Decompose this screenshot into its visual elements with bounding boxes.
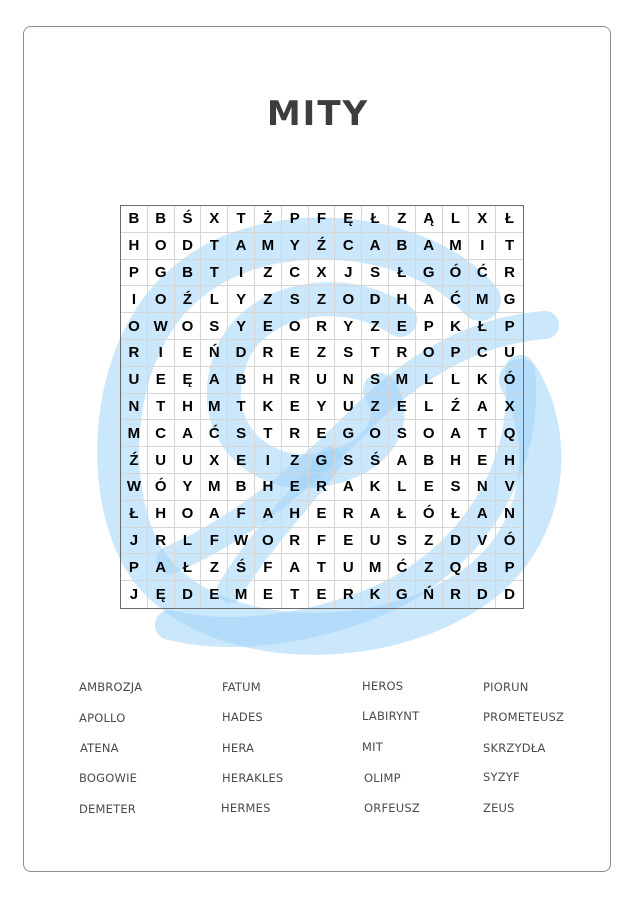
grid-cell[interactable]: A — [469, 501, 496, 528]
grid-cell[interactable]: A — [335, 474, 362, 501]
grid-cell[interactable]: Ś — [175, 206, 202, 233]
grid-cell[interactable]: A — [148, 554, 175, 581]
grid-cell[interactable]: Ć — [469, 260, 496, 287]
grid-cell[interactable]: P — [282, 206, 309, 233]
grid-cell[interactable]: Ł — [443, 501, 470, 528]
grid-cell[interactable]: H — [443, 447, 470, 474]
word-list-item: HERA — [222, 741, 255, 755]
page-title: MITY — [266, 94, 370, 134]
grid-cell[interactable]: Ó — [496, 367, 523, 394]
grid-cell[interactable]: O — [175, 313, 202, 340]
grid-cell[interactable]: Y — [282, 233, 309, 260]
grid-cell[interactable]: H — [496, 447, 523, 474]
grid-cell[interactable]: W — [148, 313, 175, 340]
grid-cell[interactable]: Z — [389, 206, 416, 233]
grid-cell[interactable]: E — [389, 394, 416, 421]
grid-cell[interactable]: E — [469, 447, 496, 474]
grid-cell[interactable]: O — [121, 313, 148, 340]
grid-cell[interactable]: D — [504, 586, 515, 604]
grid-cell[interactable]: B — [228, 474, 255, 501]
grid-cell[interactable]: Ó — [443, 260, 470, 287]
word-list-item: SYZYF — [483, 770, 520, 784]
grid-cell[interactable]: Ł — [469, 313, 496, 340]
grid-cell[interactable]: C — [469, 340, 496, 367]
grid-cell[interactable]: Ś — [228, 554, 255, 581]
grid-cell[interactable]: S — [282, 286, 309, 313]
grid-cell[interactable]: Y — [228, 313, 255, 340]
grid-cell[interactable]: X — [201, 447, 228, 474]
grid-cell[interactable]: U — [175, 447, 202, 474]
grid-cell[interactable]: U — [309, 367, 336, 394]
grid-cell[interactable]: Ę — [175, 367, 202, 394]
grid-cell[interactable]: Z — [416, 528, 443, 555]
grid-cell[interactable]: L — [389, 474, 416, 501]
grid-cell[interactable]: Ę — [335, 206, 362, 233]
grid-cell[interactable]: F — [255, 554, 282, 581]
grid-cell[interactable]: P — [416, 313, 443, 340]
grid-cell[interactable]: R — [443, 581, 470, 608]
grid-cell[interactable]: A — [443, 420, 470, 447]
grid-cell[interactable]: I — [228, 260, 255, 287]
grid-cell[interactable]: Z — [362, 313, 389, 340]
grid-cell[interactable]: M — [201, 474, 228, 501]
grid-cell[interactable]: Y — [175, 474, 202, 501]
grid-cell[interactable]: T — [228, 206, 255, 233]
grid-cell[interactable]: E — [148, 367, 175, 394]
grid-cell[interactable]: B — [175, 260, 202, 287]
grid-cell[interactable]: P — [496, 313, 523, 340]
grid-cell[interactable]: D — [469, 581, 496, 608]
grid-cell[interactable]: T — [496, 233, 523, 260]
grid-cell[interactable]: E — [228, 447, 255, 474]
grid-cell[interactable]: D — [443, 528, 470, 555]
grid-cell[interactable]: Ę — [148, 581, 175, 608]
grid-cell[interactable]: A — [469, 394, 496, 421]
grid-cell[interactable]: B — [148, 206, 175, 233]
word-list-item: APOLLO — [79, 711, 126, 725]
grid-cell[interactable]: S — [201, 313, 228, 340]
grid-cell[interactable]: B — [121, 206, 148, 233]
grid-cell[interactable]: G — [309, 447, 336, 474]
grid-cell[interactable]: D — [228, 340, 255, 367]
grid-cell[interactable]: K — [362, 474, 389, 501]
grid-cell[interactable]: E — [309, 420, 336, 447]
grid-cell[interactable]: P — [121, 554, 148, 581]
grid-cell[interactable]: P — [443, 340, 470, 367]
grid-cell[interactable]: D — [362, 286, 389, 313]
grid-cell[interactable]: T — [309, 554, 336, 581]
grid-cell[interactable]: U — [148, 447, 175, 474]
word-list-item: HADES — [222, 710, 263, 724]
grid-cell[interactable]: W — [121, 474, 148, 501]
grid-cell[interactable]: B — [228, 367, 255, 394]
grid-cell[interactable]: G — [389, 581, 416, 608]
grid-cell[interactable]: T — [282, 581, 309, 608]
grid-cell[interactable]: O — [255, 528, 282, 555]
grid-cell[interactable]: Z — [362, 394, 389, 421]
grid-cell[interactable]: U — [121, 367, 148, 394]
grid-cell[interactable]: X — [469, 206, 496, 233]
grid-cell[interactable]: V — [496, 474, 523, 501]
grid-cell[interactable]: O — [416, 340, 443, 367]
grid-cell[interactable]: E — [255, 581, 282, 608]
grid-cell[interactable]: Y — [228, 286, 255, 313]
grid-cell[interactable]: T — [469, 420, 496, 447]
grid-cell[interactable]: A — [282, 554, 309, 581]
word-list-item: AMBROZJA — [79, 680, 143, 694]
grid-cell[interactable]: S — [362, 260, 389, 287]
grid-cell[interactable]: Ł — [175, 554, 202, 581]
grid-cell[interactable]: R — [389, 340, 416, 367]
word-list-item: ZEUS — [483, 801, 515, 815]
grid-cell[interactable]: U — [335, 394, 362, 421]
grid-cell[interactable]: E — [282, 340, 309, 367]
grid-cell[interactable]: H — [255, 474, 282, 501]
grid-cell[interactable]: Ź — [121, 447, 148, 474]
grid-cell[interactable]: Ó — [416, 501, 443, 528]
grid-cell[interactable]: I — [469, 233, 496, 260]
grid-cell[interactable]: C — [335, 233, 362, 260]
grid-cell[interactable]: I — [255, 447, 282, 474]
grid-cell[interactable]: Ł — [389, 501, 416, 528]
grid-cell[interactable]: N — [469, 474, 496, 501]
grid-cell[interactable]: E — [175, 340, 202, 367]
grid-cell[interactable]: O — [148, 286, 175, 313]
word-list-item: ORFEUSZ — [364, 801, 420, 815]
grid-cell[interactable]: R — [148, 528, 175, 555]
grid-cell[interactable]: P — [496, 554, 523, 581]
grid-cell[interactable]: Ń — [416, 581, 443, 608]
grid-cell[interactable]: V — [469, 528, 496, 555]
word-list-item: BOGOWIE — [79, 771, 138, 785]
grid-cell[interactable]: Z — [309, 286, 336, 313]
word-list-item: ATENA — [80, 741, 119, 755]
grid-cell[interactable]: C — [282, 260, 309, 287]
word-list-item: DEMETER — [79, 802, 136, 816]
grid-cell[interactable]: X — [309, 260, 336, 287]
grid-cell[interactable]: K — [255, 394, 282, 421]
grid-cell[interactable]: X — [496, 394, 523, 421]
grid-cell[interactable]: M — [389, 367, 416, 394]
grid-cell[interactable]: A — [389, 447, 416, 474]
grid-cell[interactable]: J — [335, 260, 362, 287]
grid-cell[interactable]: E — [389, 313, 416, 340]
grid-cell[interactable]: L — [175, 528, 202, 555]
grid-cell[interactable]: Ś — [362, 447, 389, 474]
grid-cell[interactable]: R — [282, 528, 309, 555]
grid-cell[interactable]: K — [469, 367, 496, 394]
grid-cell[interactable]: Ó — [496, 528, 523, 555]
grid-cell[interactable]: Q — [496, 420, 523, 447]
grid-cell[interactable]: Ł — [121, 501, 148, 528]
grid-cell[interactable]: F — [201, 528, 228, 555]
grid-cell[interactable]: L — [201, 286, 228, 313]
grid-cell[interactable]: E — [416, 474, 443, 501]
grid-cell[interactable]: Ą — [416, 206, 443, 233]
grid-cell[interactable]: M — [443, 233, 470, 260]
grid-cell[interactable]: E — [282, 394, 309, 421]
grid-cell[interactable]: Ń — [201, 340, 228, 367]
grid-cell[interactable]: E — [309, 581, 336, 608]
grid-cell[interactable]: J — [121, 581, 148, 608]
grid-cell[interactable]: T — [148, 394, 175, 421]
grid-cell[interactable]: O — [335, 286, 362, 313]
grid-cell[interactable]: C — [148, 420, 175, 447]
grid-cell[interactable]: Z — [201, 554, 228, 581]
word-list-item: HEROS — [362, 679, 404, 693]
grid-cell[interactable]: S — [362, 367, 389, 394]
grid-cell[interactable]: Ł — [389, 260, 416, 287]
grid-cell[interactable]: F — [228, 501, 255, 528]
grid-cell[interactable]: F — [309, 528, 336, 555]
grid-cell[interactable]: Z — [282, 447, 309, 474]
grid-cell[interactable]: N — [121, 394, 148, 421]
grid-cell[interactable]: B — [416, 447, 443, 474]
grid-cell[interactable]: Ł — [496, 206, 523, 233]
grid-cell[interactable]: G — [148, 260, 175, 287]
grid-cell[interactable]: G — [496, 286, 523, 313]
grid-cell[interactable]: M — [469, 286, 496, 313]
grid-cell[interactable]: A — [416, 233, 443, 260]
grid-cell[interactable]: S — [389, 420, 416, 447]
grid-cell[interactable]: S — [335, 340, 362, 367]
grid-cell[interactable]: S — [335, 447, 362, 474]
grid-cell[interactable]: O — [148, 233, 175, 260]
grid-cell[interactable]: H — [255, 367, 282, 394]
grid-cell[interactable]: L — [416, 394, 443, 421]
grid-cell[interactable]: A — [362, 233, 389, 260]
grid-cell[interactable]: T — [201, 260, 228, 287]
word-list-item: HERMES — [221, 801, 271, 815]
word-list-item: MIT — [362, 740, 383, 754]
grid-cell[interactable]: T — [228, 394, 255, 421]
word-list-item: PROMETEUSZ — [483, 710, 565, 724]
grid-cell[interactable]: H — [389, 286, 416, 313]
grid-cell[interactable]: Ż — [255, 206, 282, 233]
grid-cell[interactable]: S — [389, 528, 416, 555]
grid-cell[interactable]: R — [335, 581, 362, 608]
grid-cell[interactable]: B — [389, 233, 416, 260]
grid-cell[interactable]: Ł — [362, 206, 389, 233]
grid-cell[interactable]: U — [362, 528, 389, 555]
grid-cell[interactable]: R — [282, 367, 309, 394]
grid-cell[interactable]: H — [121, 233, 148, 260]
grid-cell[interactable]: E — [335, 528, 362, 555]
grid-cell[interactable]: Ź — [443, 394, 470, 421]
grid-cell[interactable]: G — [416, 260, 443, 287]
grid-cell[interactable]: I — [148, 340, 175, 367]
grid-cell[interactable]: S — [443, 474, 470, 501]
grid-cell[interactable]: T — [255, 420, 282, 447]
grid-cell[interactable]: T — [201, 233, 228, 260]
word-list-item: OLIMP — [364, 771, 401, 785]
grid-cell[interactable]: Z — [255, 260, 282, 287]
grid-cell[interactable]: G — [335, 420, 362, 447]
grid-cell[interactable]: X — [201, 206, 228, 233]
grid-cell[interactable]: B — [469, 554, 496, 581]
word-list-item: FATUM — [222, 680, 261, 694]
word-list-item: PIORUN — [483, 680, 529, 694]
grid-cell[interactable]: Q — [443, 554, 470, 581]
grid-cell[interactable]: L — [443, 367, 470, 394]
grid-cell[interactable]: A — [255, 501, 282, 528]
grid-cell[interactable]: O — [362, 420, 389, 447]
grid-cell[interactable]: Ź — [175, 286, 202, 313]
grid-cell[interactable]: Ć — [389, 554, 416, 581]
grid-cell[interactable]: N — [335, 367, 362, 394]
grid-cell[interactable]: O — [416, 420, 443, 447]
grid-cell[interactable]: Z — [416, 554, 443, 581]
grid-cell[interactable]: L — [416, 367, 443, 394]
word-list-item: LABIRYNT — [362, 709, 420, 723]
grid-cell[interactable]: R — [496, 260, 523, 287]
grid-cell[interactable]: E — [201, 581, 228, 608]
grid-cell[interactable]: U — [335, 554, 362, 581]
grid-cell[interactable]: E — [255, 313, 282, 340]
word-list-item: HERAKLES — [222, 771, 284, 785]
grid-cell[interactable]: A — [201, 501, 228, 528]
grid-cell[interactable]: W — [228, 528, 255, 555]
grid-cell[interactable]: M — [255, 233, 282, 260]
grid-cell[interactable]: Ć — [443, 286, 470, 313]
grid-cell[interactable]: R — [255, 340, 282, 367]
grid-cell[interactable]: D — [175, 233, 202, 260]
grid-cell[interactable]: N — [496, 501, 523, 528]
grid-cell[interactable]: Z — [255, 286, 282, 313]
grid-cell[interactable]: H — [175, 394, 202, 421]
grid-cell[interactable]: A — [228, 233, 255, 260]
grid-cell[interactable]: H — [148, 501, 175, 528]
word-search-grid — [120, 205, 524, 609]
grid-cell[interactable]: Ó — [148, 474, 175, 501]
grid-cell[interactable]: T — [362, 340, 389, 367]
grid-cell[interactable]: Z — [309, 340, 336, 367]
grid-cell[interactable]: O — [282, 313, 309, 340]
word-list-item: SKRZYDŁA — [483, 741, 546, 755]
grid-cell[interactable]: P — [121, 260, 148, 287]
grid-cell[interactable]: I — [121, 286, 148, 313]
grid-cell[interactable]: R — [309, 474, 336, 501]
grid-cell[interactable]: R — [309, 313, 336, 340]
grid-cell[interactable]: M — [228, 581, 255, 608]
grid-cell[interactable]: E — [309, 501, 336, 528]
grid-cell[interactable]: A — [416, 286, 443, 313]
grid-cell[interactable]: R — [335, 501, 362, 528]
grid-cell[interactable]: Ź — [309, 233, 336, 260]
grid-cell[interactable]: U — [496, 340, 523, 367]
grid-cell[interactable]: O — [175, 501, 202, 528]
grid-cell[interactable]: M — [362, 554, 389, 581]
grid-cell[interactable]: Y — [309, 394, 336, 421]
grid-cell[interactable]: A — [201, 367, 228, 394]
grid-cell[interactable]: F — [309, 206, 336, 233]
grid-cell[interactable]: R — [121, 340, 148, 367]
grid-cell[interactable]: S — [228, 420, 255, 447]
grid-cell[interactable]: K — [443, 313, 470, 340]
grid-cell[interactable]: D — [175, 581, 202, 608]
grid-cell[interactable]: Ć — [201, 420, 228, 447]
grid-cell[interactable]: K — [362, 581, 389, 608]
grid-cell[interactable]: M — [121, 420, 148, 447]
grid-cell[interactable]: A — [175, 420, 202, 447]
grid-cell[interactable]: A — [362, 501, 389, 528]
grid-cell[interactable]: E — [282, 474, 309, 501]
grid-cell[interactable]: J — [121, 528, 148, 555]
grid-cell[interactable]: M — [201, 394, 228, 421]
grid-cell[interactable]: L — [443, 206, 470, 233]
grid-cell[interactable]: R — [282, 420, 309, 447]
grid-cell[interactable]: H — [282, 501, 309, 528]
grid-cell[interactable]: Y — [335, 313, 362, 340]
